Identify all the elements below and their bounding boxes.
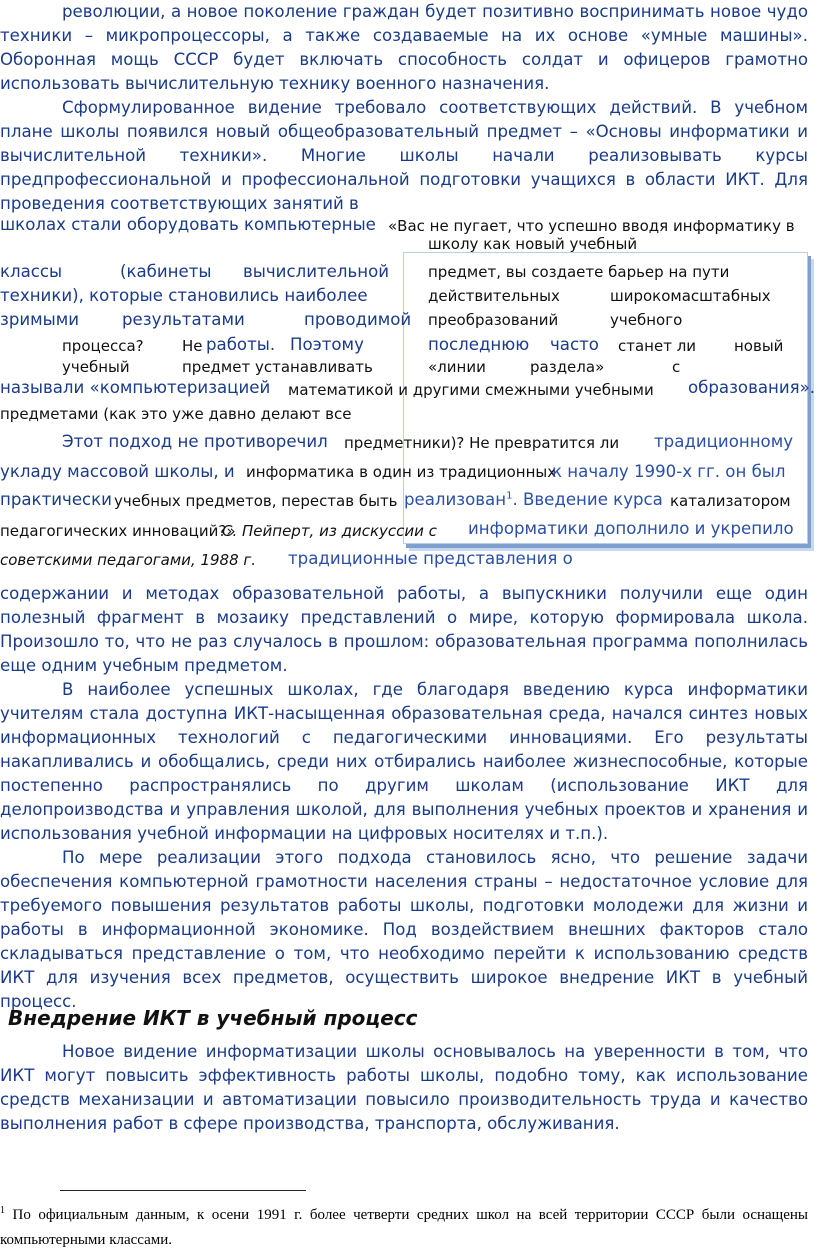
overlap-line13-main: традиционные представления о bbox=[288, 549, 573, 568]
overlap-line5-c: последнюю bbox=[428, 335, 530, 354]
overlap-line9-a: Этот подход не противоречил bbox=[62, 432, 328, 451]
footnote bbox=[0, 1198, 808, 1253]
quote-line5-d: новый bbox=[734, 337, 784, 355]
overlap-line11-b bbox=[404, 490, 663, 509]
overlap-line11-c: . Введение курса bbox=[512, 490, 663, 509]
quote-line3-a: действительных bbox=[428, 287, 560, 305]
quote-line4-a: преобразований bbox=[428, 311, 559, 329]
overlap-line10-a: укладу массовой школы, и bbox=[0, 462, 235, 481]
overlap-line7-b: образования». bbox=[688, 378, 816, 397]
paragraph-vision-text: Сформулированное видение требовало соответствующих действий. В учебном плане школы появился новый общеобразовательный предмет – «Основы информатики и вычислительной техники». Многие школы начали реализовывать курсы предпрофессиональной и профессиональной подготовки учащихся в области ИКТ. Для проведения соответствующих занятий в bbox=[0, 98, 808, 213]
footnote-mark: 1 bbox=[0, 1205, 5, 1216]
overlap-line10-b: к началу 1990-х гг. он был bbox=[552, 462, 786, 481]
overlap-line11-a: практически bbox=[0, 490, 112, 509]
overlap-line4-a: зримыми bbox=[0, 310, 80, 329]
paragraph-measure-text: По мере реализации этого подхода становилось ясно, что решение задачи обеспечения компьютерной грамотности населения страны – недостаточное условие для требуемого повышения результатов работы школы, подготовки молодежи для жизни и работы в информационной экономике. Под воздействием внешних факторов стало складываться представление о том, что необходимо перейти к использованию средств ИКТ для изучения всех предметов, осуществить широкое внедрение ИКТ в учебный процесс. bbox=[0, 848, 808, 1011]
overlap-line5-d: часто bbox=[550, 335, 599, 354]
quote-line7: математикой и другими смежными учебными bbox=[288, 381, 654, 399]
overlap-line5-b: Поэтому bbox=[290, 335, 364, 354]
quote-line10: информатика в один из традиционных bbox=[246, 463, 557, 481]
overlap-line9-b: традиционному bbox=[654, 432, 794, 451]
overlap-line5-a: работы. bbox=[206, 335, 276, 354]
quote-line12: педагогических инноваций?» bbox=[0, 522, 236, 540]
paragraph-new-text: Новое видение информатизации школы основывалось на уверенности в том, что ИКТ могут повысить эффективность работы школы, подобно тому, как использование средств механизации и автоматизации повысило производительность труда и качество выполнения работ в сфере производства, транспорта, обслуживания. bbox=[0, 1042, 808, 1133]
quote-line6-b: предмет устанавливать bbox=[182, 358, 373, 376]
footnote-text: По официальным данным, к осени 1991 г. более четверти средних школ на всей территории СССР были оснащены компьютерными классами. bbox=[0, 1207, 808, 1248]
quote-line11-b: катализатором bbox=[670, 492, 791, 510]
quote-author-line2: советскими педагогами, 1988 г. bbox=[0, 551, 257, 569]
quote-line1b: школу как новый учебный bbox=[428, 235, 638, 253]
footnote-ref[interactable]: 1 bbox=[506, 490, 513, 502]
quote-author-line1: С. Пейперт, из дискуссии с bbox=[222, 522, 437, 540]
overlap-line11-b-text: реализован bbox=[404, 490, 507, 509]
paragraph-measure bbox=[0, 846, 808, 1014]
quote-line1: «Вас не пугает, что успешно вводя информатику в bbox=[388, 217, 795, 235]
quote-line6-c: «линии bbox=[428, 358, 486, 376]
overlap-line3-main: техники), которые становились наиболее bbox=[0, 286, 368, 305]
paragraph-content: содержании и методах образовательной работы, а выпускники получили еще один полезный фрагмент в мозаику представлений о мире, которую формировала школа. Произошло то, что не раз случалось в прошлом: образовательная программа пополнилась еще одним учебным предметом. bbox=[0, 584, 808, 675]
quote-line8: предметами (как это уже давно делают все bbox=[0, 405, 352, 423]
overlap-line2-c: вычислительной bbox=[243, 262, 390, 281]
overlap-line4-c: проводимой bbox=[304, 310, 412, 329]
paragraph-top bbox=[0, 0, 808, 96]
overlap-line12-main: информатики дополнило и укрепило bbox=[468, 519, 794, 538]
footnote-separator bbox=[60, 1190, 306, 1191]
quote-line9: предметники)? Не превратится ли bbox=[344, 434, 620, 452]
overlap-line2-b: (кабинеты bbox=[120, 262, 212, 281]
quote-line5-c: станет ли bbox=[618, 337, 697, 355]
paragraph-success-text: В наиболее успешных школах, где благодаря введению курса информатики учителям стала доступна ИКТ-насыщенная образовательная среда, начался синтез новых информационных технологий с педагогическими инновациями. Его результаты накапливались и обобщались, среди них отбирались наиболее жизнеспособные, которые постепенно распространялись по другим школам (использование ИКТ для делопроизводства и управления школой, для выполнения учебных проектов и хранения и использования учебной информации на цифровых носителях и т.п.). bbox=[0, 680, 808, 843]
quote-line6-e: с bbox=[672, 358, 681, 376]
quote-line2: предмет, вы создаете барьер на пути bbox=[428, 263, 730, 281]
quote-line5-b: Не bbox=[182, 337, 203, 355]
quote-line6-a: учебный bbox=[62, 358, 130, 376]
quote-line3-b: широкомасштабных bbox=[610, 287, 771, 305]
quote-line4-b: учебного bbox=[610, 311, 683, 329]
paragraph-top-line1: революции, а новое поколение граждан будет позитивно воспринимать новое чудо bbox=[62, 2, 808, 21]
paragraph-new bbox=[0, 1040, 808, 1136]
overlap-line7-a: называли «компьютеризацией bbox=[0, 378, 271, 397]
quote-line5-a: процесса? bbox=[62, 337, 144, 355]
paragraph-success bbox=[0, 678, 808, 846]
overlap-line4-b: результатами bbox=[122, 310, 245, 329]
quote-line11-a: учебных предметов, перестав быть bbox=[114, 492, 398, 510]
quote-line6-d: раздела» bbox=[530, 358, 605, 376]
section-heading: Внедрение ИКТ в учебный процесс bbox=[8, 1006, 418, 1030]
overlap-line1-main: школах стали оборудовать компьютерные bbox=[0, 215, 376, 234]
overlap-line2-a: классы bbox=[0, 262, 63, 281]
paragraph-vision bbox=[0, 96, 808, 216]
paragraph-top-rest: техники – микропроцессоры, а также создаваемые на их основе «умные машины». Оборонная мощь СССР будет включать способность солдат и офицеров грамотно использовать вычислительную технику военного назначения. bbox=[0, 26, 808, 93]
